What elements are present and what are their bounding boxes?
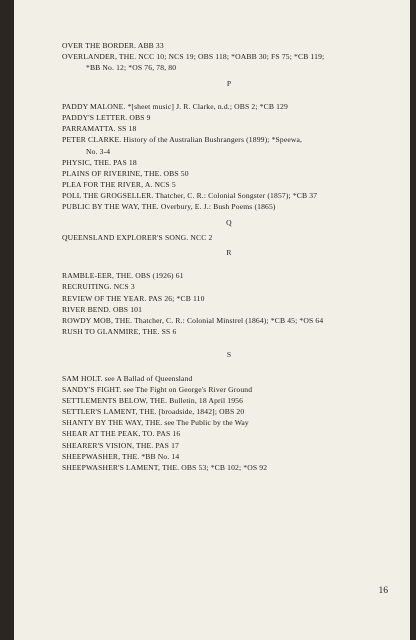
index-entry: RIVER BEND. OBS 101 xyxy=(62,304,143,314)
song-index xyxy=(62,40,396,473)
index-entry: SHEAR AT THE PEAK, TO. PAS 16 xyxy=(62,429,181,439)
index-entry: RAMBLE-EER, THE. OBS (1926) 61 xyxy=(62,271,184,281)
index-entry: REVIEW OF THE YEAR. PAS 26; *CB 110 xyxy=(62,293,205,303)
index-entry: SAM HOLT. see A Ballad of Queensland xyxy=(62,373,193,383)
page-number: 16 xyxy=(378,586,388,596)
index-entry-continuation: *BB No. 12; *OS 76, 78, 80 xyxy=(86,63,177,73)
index-entry: PLAINS OF RIVERINE, THE. OBS 50 xyxy=(62,168,189,178)
index-entry: SHEEPWASHER, THE. *BB No. 14 xyxy=(62,451,180,461)
index-entry: RUSH TO GLANMIRE, THE. SS 6 xyxy=(62,327,177,337)
section-heading-s: S xyxy=(226,350,232,360)
index-entry: SHEEPWASHER'S LAMENT, THE. OBS 53; *CB 102; *OS 92 xyxy=(62,463,268,472)
index-entry: PHYSIC, THE. PAS 18 xyxy=(62,157,137,167)
index-entry: QUEENSLAND EXPLORER'S SONG. NCC 2 xyxy=(62,232,213,242)
index-entry: PADDY'S LETTER. OBS 9 xyxy=(62,112,151,122)
index-entry: OVERLANDER, THE. NCC 10; NCS 19; OBS 118; *OABB 30; FS 75; *CB 119; xyxy=(62,52,325,62)
index-entry: PLEA FOR THE RIVER, A. NCS 5 xyxy=(62,180,176,190)
index-entry-continuation: No. 3-4 xyxy=(86,146,111,156)
section-heading-q: Q xyxy=(226,217,232,227)
index-entry: PETER CLARKE. History of the Australian Bushrangers (1899); *Speewa, xyxy=(62,135,303,145)
index-entry: SANDY'S FIGHT. see The Fight on George's River Ground xyxy=(62,384,253,394)
index-entry: SETTLEMENTS BELOW, THE. Bulletin, 18 April 1956 xyxy=(62,395,244,405)
index-entry: POLL THE GROGSELLER. Thatcher, C. R.: Colonial Songster (1857); *CB 37 xyxy=(62,191,318,201)
index-entry: SHANTY BY THE WAY, THE. see The Public by the Way xyxy=(62,418,249,428)
index-entry: PARRAMATTA. SS 18 xyxy=(62,124,137,134)
index-entry: SHEARER'S VISION, THE. PAS 17 xyxy=(62,440,179,450)
index-entry: OVER THE BORDER. ABB 33 xyxy=(62,41,164,50)
document-page xyxy=(14,0,410,640)
index-entry: PADDY MALONE. *[sheet music] J. R. Clarke, n.d.; OBS 2; *CB 129 xyxy=(62,101,288,111)
section-heading-r: R xyxy=(226,248,232,257)
index-entry: ROWDY MOB, THE. Thatcher, C. R.: Colonial Minstrel (1864); *CB 45; *OS 64 xyxy=(62,315,324,325)
index-entry: PUBLIC BY THE WAY, THE. Overbury, E. J.: Bush Poems (1865) xyxy=(62,202,276,212)
index-entry: SETTLER'S LAMENT, THE. [broadside, 1842]; OBS 20 xyxy=(62,407,245,417)
index-entry: RECRUITING. NCS 3 xyxy=(62,282,135,292)
section-heading-p: P xyxy=(226,78,232,88)
